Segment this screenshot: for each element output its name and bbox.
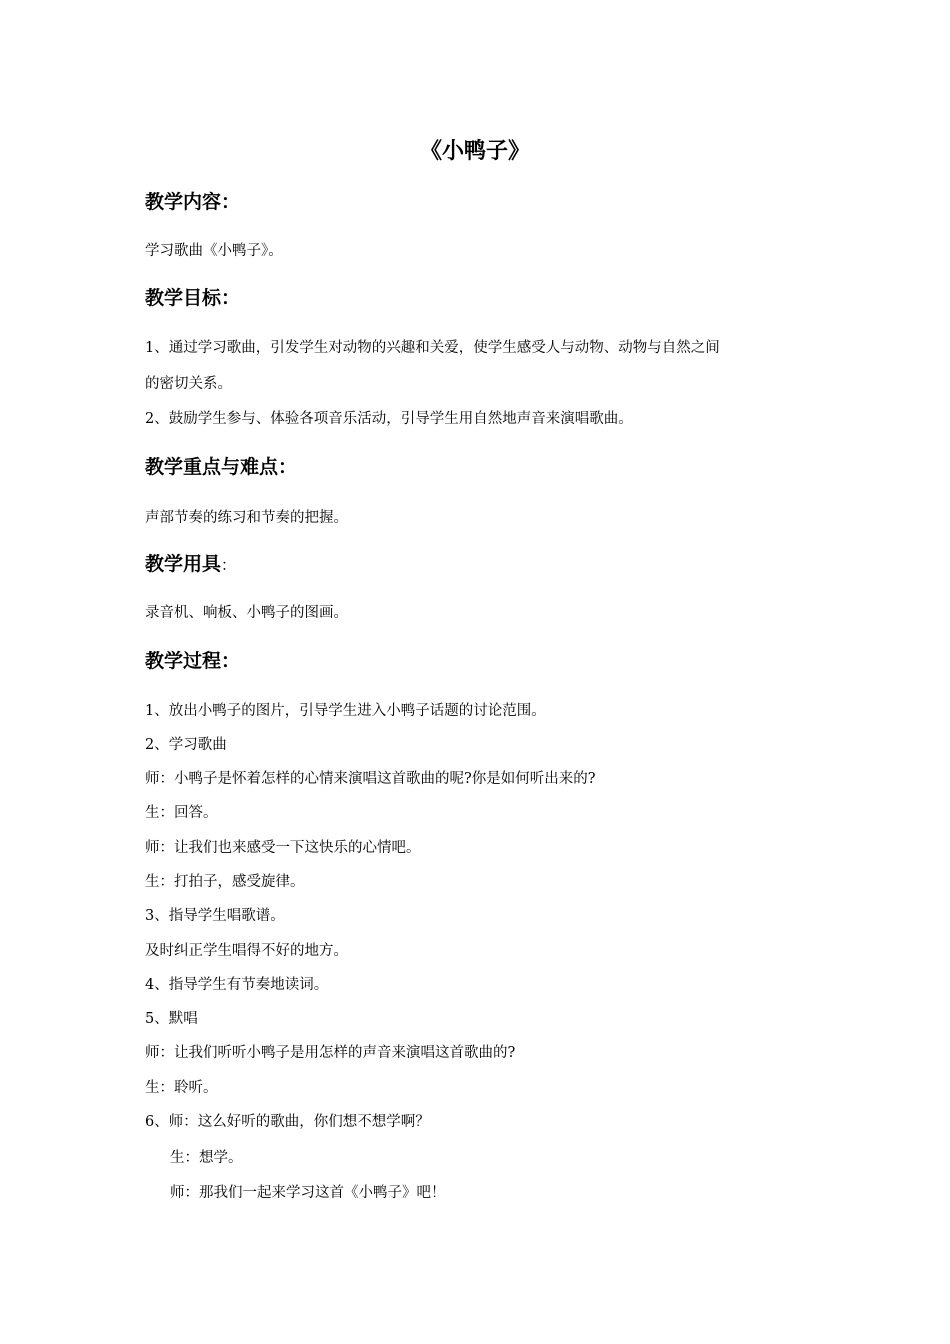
process-line: 5、默唱	[145, 1011, 198, 1027]
goals-line: 2、鼓励学生参与、体验各项音乐活动，引导学生用自然地声音来演唱歌曲。	[145, 411, 633, 427]
goals-line: 1、通过学习歌曲，引发学生对动物的兴趣和关爱，使学生感受人与动物、动物与自然之间	[145, 340, 720, 356]
process-line: 生：打拍子，感受旋律。	[145, 874, 305, 890]
process-line: 1、放出小鸭子的图片，引导学生进入小鸭子话题的讨论范围。	[145, 703, 546, 719]
heading-teaching-tools-colon: ：	[221, 556, 237, 574]
content-line: 学习歌曲《小鸭子》。	[145, 243, 283, 259]
process-line: 4、指导学生有节奏地读词。	[145, 977, 329, 993]
process-line: 6、师：这么好听的歌曲，你们想不想学啊？	[145, 1114, 430, 1130]
process-line: 生：聆听。	[145, 1080, 218, 1096]
process-line: 3、指导学生唱歌谱。	[145, 908, 285, 924]
heading-teaching-goals: 教学目标：	[145, 287, 241, 309]
process-line: 2、学习歌曲	[145, 737, 227, 753]
document-title: 《小鸭子》	[419, 139, 530, 164]
process-line: 生：想学。	[170, 1150, 243, 1166]
heading-teaching-process: 教学过程：	[145, 650, 241, 672]
process-line: 师：那我们一起来学习这首《小鸭子》吧！	[170, 1185, 446, 1201]
process-line: 师：小鸭子是怀着怎样的心情来演唱这首歌曲的呢?你是如何听出来的?	[145, 771, 596, 787]
process-line: 师：让我们听听小鸭子是用怎样的声音来演唱这首歌曲的?	[145, 1045, 516, 1061]
heading-teaching-tools-text: 教学用具	[145, 553, 222, 575]
process-line: 师：让我们也来感受一下这快乐的心情吧。	[145, 840, 421, 856]
process-line: 生：回答。	[145, 805, 218, 821]
heading-key-points: 教学重点与难点：	[145, 456, 298, 478]
heading-teaching-tools	[145, 550, 236, 579]
heading-teaching-content: 教学内容：	[145, 191, 241, 213]
goals-line: 的密切关系。	[145, 376, 232, 392]
tools-line: 录音机、响板、小鸭子的图画。	[145, 605, 348, 621]
key-points-line: 声部节奏的练习和节奏的把握。	[145, 510, 348, 526]
process-line: 及时纠正学生唱得不好的地方。	[145, 943, 348, 959]
